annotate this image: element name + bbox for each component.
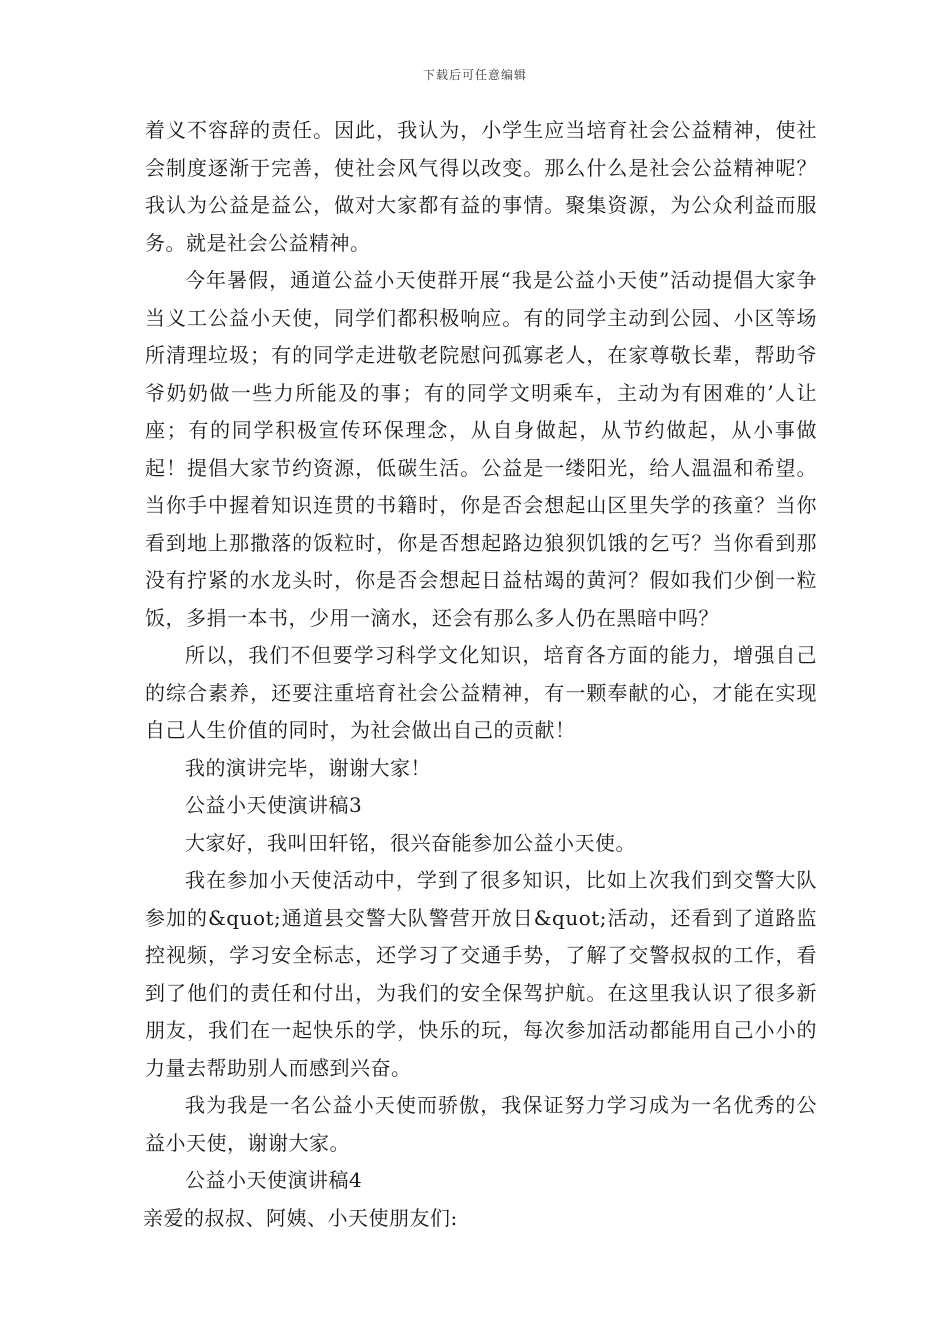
paragraph-6: 我在参加小天使活动中，学到了很多知识，比如上次我们到交警大队参加的&quot;通道县交警大队警营开放日&quot;活动，还看到了道路监控视频，学习安全标志，还学习了交通手势，了解了交警叔叔的工作，看到了他们的责任和付出，为我们的安全保驾护航。在这里我认识了很多新朋友，我们在一起快乐的学，快乐的玩，每次参加活动都能用自己小小的力量去帮助别人而感到兴奋。 bbox=[145, 868, 817, 1080]
paragraph-2: 今年暑假，通道公益小天使群开展“我是公益小天使”活动提倡大家争当义工公益小天使，同学们都积极响应。有的同学主动到公园、小区等场所清理垃圾；有的同学走进敬老院慰问孤寡老人，在家尊敬长辈，帮助爷爷奶奶做一些力所能及的事；有的同学文明乘车，主动为有困难的’人让座；有的同学积极宣传环保理念，从自身做起，从节约做起，从小事做起！提倡大家节约资源，低碳生活。公益是一缕阳光，给人温温和希望。当你手中握着知识连贯的书籍时，你是否会想起山区里失学的孩童？当你看到地上那撒落的饭粒时，你是否想起路边狼狈饥饿的乞丐？当你看到那没有拧紧的水龙头时，你是否会想起日益枯竭的黄河？假如我们少倒一粒饭，多捐一本书，少用一滴水，还会有那么多人仍在黑暗中吗？ bbox=[145, 268, 817, 630]
paragraph-3: 所以，我们不但要学习科学文化知识，培育各方面的能力，增强自己的综合素养，还要注重培育社会公益精神，有一颗奉献的心，才能在实现自己人生价值的同时，为社会做出自己的贡献！ bbox=[145, 643, 817, 742]
paragraph-4: 我的演讲完毕，谢谢大家！ bbox=[185, 755, 431, 780]
section-heading-4: 公益小天使演讲稿4 bbox=[185, 1168, 363, 1192]
paragraph-1: 着义不容辞的责任。因此，我认为，小学生应当培育社会公益精神，使社会制度逐渐于完善，使社会风气得以改变。那么什么是社会公益精神呢？我认为公益是益公，做对大家都有益的事情。聚集资源，为公众利益而服务。就是社会公益精神。 bbox=[145, 118, 817, 255]
document-body bbox=[145, 112, 817, 1237]
paragraph-5: 大家好，我叫田轩铭，很兴奋能参加公益小天使。 bbox=[185, 830, 636, 855]
salutation: 亲爱的叔叔、阿姨、小天使朋友们: bbox=[143, 1205, 458, 1230]
section-heading-3: 公益小天使演讲稿3 bbox=[185, 793, 363, 817]
page-header: 下载后可任意编辑 bbox=[422, 68, 527, 82]
paragraph-7: 我为我是一名公益小天使而骄傲，我保证努力学习成为一名优秀的公益小天使，谢谢大家。 bbox=[145, 1093, 817, 1155]
